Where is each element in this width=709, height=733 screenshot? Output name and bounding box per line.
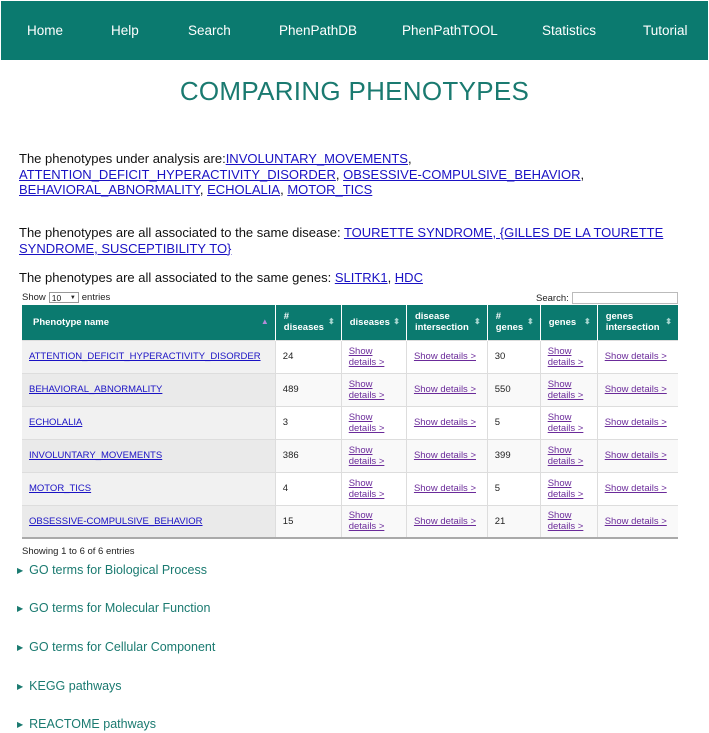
show-diseases-link[interactable]: Show details > [348,345,385,368]
show-genes-link[interactable]: Show details > [547,345,584,368]
sort-icon: ⬍ [527,317,534,327]
phenotype-link-ocd-behavior[interactable]: OBSESSIVE-COMPULSIVE_BEHAVIOR [343,166,581,182]
cell-phenotype-name [22,472,275,505]
section-kegg-pathways[interactable]: ▶ KEGG pathways [17,679,122,693]
sort-icon: ⬍ [328,317,335,327]
show-genes-intersection-link[interactable]: Show details > [604,483,667,494]
top-navbar [1,1,708,60]
phenotype-link-motor-tics[interactable]: MOTOR_TICS [287,182,373,197]
cell-num-genes: 5 [487,472,540,505]
table-search [536,292,678,304]
shared-disease [19,225,669,256]
gene-link-hdc[interactable]: HDC [394,270,423,285]
cell-genes-intersection [597,439,678,472]
cell-phenotype-name [22,505,275,538]
table-row [22,373,678,406]
search-input[interactable] [572,292,678,304]
show-genes-intersection-link[interactable]: Show details > [604,351,667,362]
gene-link-slitrk1[interactable]: SLITRK1 [334,270,388,285]
phenotypes-under-analysis: The phenotypes under analysis are:INVOLUNTARY_MOVEMENTS, ATTENTION_DEFICIT_HYPERACTIVITY_DISORDER, OBSESSIVE-COMPULSIVE_BEHAVIOR, BEHAVIORAL_ABNORMALITY, ECHOLALIA, MOTOR_TICS [19,151,585,197]
cell-genes [540,406,597,439]
section-go-molecular-function[interactable]: ▶ GO terms for Molecular Function [17,601,211,615]
search-label: Search: [536,292,569,304]
show-diseases-link[interactable]: Show details > [348,378,385,401]
table-row [22,472,678,505]
cell-num-genes: 30 [487,340,540,373]
phenotype-link-behavioral-abnormality[interactable]: BEHAVIORAL_ABNORMALITY [19,182,200,197]
show-disease-intersection-link[interactable]: Show details > [413,384,476,395]
sort-icon: ⬍ [584,317,591,327]
cell-genes-intersection [597,406,678,439]
show-diseases-link[interactable]: Show details > [348,411,385,434]
cell-num-diseases: 386 [275,439,341,472]
table-header-row [22,305,678,340]
cell-genes-intersection [597,340,678,373]
cell-disease-intersection [406,439,487,472]
table-row [22,340,678,373]
cell-num-genes: 550 [487,373,540,406]
table-row [22,439,678,472]
expand-triangle-icon: ▶ [17,642,24,652]
cell-num-diseases: 24 [275,340,341,373]
show-genes-link[interactable]: Show details > [547,444,584,467]
disease-link-tourette[interactable]: TOURETTE SYNDROME, {GILLES DE LA TOURETTE SYNDROME, SUSCEPTIBILITY TO} [19,225,664,256]
cell-phenotype-name [22,340,275,373]
nav-search[interactable]: Search [188,23,231,38]
phenotype-link[interactable]: OBSESSIVE-COMPULSIVE_BEHAVIOR [29,515,203,527]
cell-diseases [341,373,406,406]
show-disease-intersection-link[interactable]: Show details > [413,417,476,428]
entries-per-page-select[interactable]: 10 ▼ [49,292,79,303]
sort-ascending-icon: ▲ [260,317,269,327]
nav-statistics[interactable]: Statistics [542,23,597,38]
cell-disease-intersection [406,340,487,373]
cell-diseases [341,340,406,373]
cell-num-diseases: 4 [275,472,341,505]
shared-genes: The phenotypes are all associated to the same genes: SLITRK1, HDC [19,270,423,285]
column-header-num-diseases[interactable]: # diseases ⬍ [275,305,341,340]
cell-num-diseases: 489 [275,373,341,406]
show-genes-link[interactable]: Show details > [547,510,584,533]
phenotype-link[interactable]: BEHAVIORAL_ABNORMALITY [29,384,163,395]
cell-disease-intersection [406,373,487,406]
phenotype-link[interactable]: INVOLUNTARY_MOVEMENTS [29,450,163,461]
page-title: COMPARING PHENOTYPES [179,76,530,106]
cell-num-diseases: 15 [275,505,341,538]
dropdown-arrow-icon: ▼ [69,294,76,301]
nav-phenpathtool[interactable]: PhenPathTOOL [402,23,498,38]
phenotype-link[interactable]: ATTENTION_DEFICIT_HYPERACTIVITY_DISORDER [29,351,261,362]
show-disease-intersection-link[interactable]: Show details > [413,483,476,494]
show-disease-intersection-link[interactable]: Show details > [413,351,476,362]
sort-icon: ⬍ [393,317,400,327]
cell-num-genes: 399 [487,439,540,472]
show-genes-link[interactable]: Show details > [547,477,584,500]
phenotype-link-adhd[interactable]: ATTENTION_DEFICIT_HYPERACTIVITY_DISORDER [19,166,336,182]
genes-prefix: The phenotypes are all associated to the same genes: [19,270,335,285]
table-info: Showing 1 to 6 of 6 entries [22,546,135,557]
entries-length-control: Show 10 ▼ entries [22,292,111,303]
cell-disease-intersection [406,406,487,439]
cell-disease-intersection [406,505,487,538]
column-header-diseases[interactable]: diseases ⬍ [341,305,406,340]
sort-icon: ⬍ [474,317,481,327]
cell-genes [540,472,597,505]
show-genes-intersection-link[interactable]: Show details > [604,384,667,395]
column-header-genes[interactable]: genes ⬍ [540,305,597,340]
show-genes-link[interactable]: Show details > [547,411,584,434]
cell-num-genes: 21 [487,505,540,538]
section-go-cellular-component[interactable]: ▶ GO terms for Cellular Component [17,640,216,654]
phenotype-comparison-table [22,305,678,539]
column-header-genes-intersection[interactable]: genes intersection ⬍ [597,305,678,340]
column-header-num-genes[interactable]: # genes ⬍ [487,305,540,340]
phenotype-link-echolalia[interactable]: ECHOLALIA [207,182,281,197]
cell-genes [540,340,597,373]
cell-genes-intersection [597,373,678,406]
phenotype-link[interactable]: MOTOR_TICS [29,483,92,494]
expand-triangle-icon: ▶ [17,565,24,575]
sort-icon: ⬍ [665,317,672,327]
show-diseases-link[interactable]: Show details > [348,444,385,467]
show-genes-intersection-link[interactable]: Show details > [604,417,667,428]
show-disease-intersection-link[interactable]: Show details > [413,450,476,461]
cell-genes [540,505,597,538]
cell-phenotype-name [22,439,275,472]
disease-prefix: The phenotypes are all associated to the same disease: [19,225,344,240]
expand-triangle-icon: ▶ [17,719,24,729]
cell-genes-intersection [597,505,678,538]
analysis-prefix: The phenotypes under analysis are: [19,151,226,166]
nav-tutorial[interactable]: Tutorial [643,23,688,38]
column-header-disease-intersection[interactable]: disease intersection ⬍ [406,305,487,340]
nav-phenpathdb[interactable]: PhenPathDB [279,23,358,38]
cell-num-diseases: 3 [275,406,341,439]
cell-phenotype-name [22,373,275,406]
cell-disease-intersection [406,472,487,505]
cell-genes [540,439,597,472]
cell-diseases [341,439,406,472]
phenotype-link[interactable]: ECHOLALIA [29,417,83,428]
expand-triangle-icon: ▶ [17,681,24,691]
table-row [22,406,678,439]
expand-triangle-icon: ▶ [17,603,24,613]
show-disease-intersection-link[interactable]: Show details > [413,515,476,527]
cell-diseases [341,472,406,505]
show-diseases-link[interactable]: Show details > [348,477,385,500]
section-go-biological-process[interactable]: ▶ GO terms for Biological Process [17,563,207,577]
cell-diseases [341,505,406,538]
nav-help[interactable]: Help [111,23,139,38]
nav-home[interactable]: Home [27,23,64,38]
column-header-phenotype-name[interactable]: Phenotype name ▲ [22,305,275,340]
table-row [22,505,678,538]
show-diseases-link[interactable]: Show details > [348,510,385,533]
cell-num-genes: 5 [487,406,540,439]
cell-phenotype-name [22,406,275,439]
cell-genes [540,373,597,406]
show-genes-intersection-link[interactable]: Show details > [604,515,667,527]
show-genes-intersection-link[interactable]: Show details > [604,450,667,461]
phenotype-link-involuntary-movements[interactable]: INVOLUNTARY_MOVEMENTS [225,151,408,166]
cell-diseases [341,406,406,439]
section-reactome-pathways[interactable]: ▶ REACTOME pathways [17,717,157,731]
cell-genes-intersection [597,472,678,505]
show-genes-link[interactable]: Show details > [547,378,584,401]
